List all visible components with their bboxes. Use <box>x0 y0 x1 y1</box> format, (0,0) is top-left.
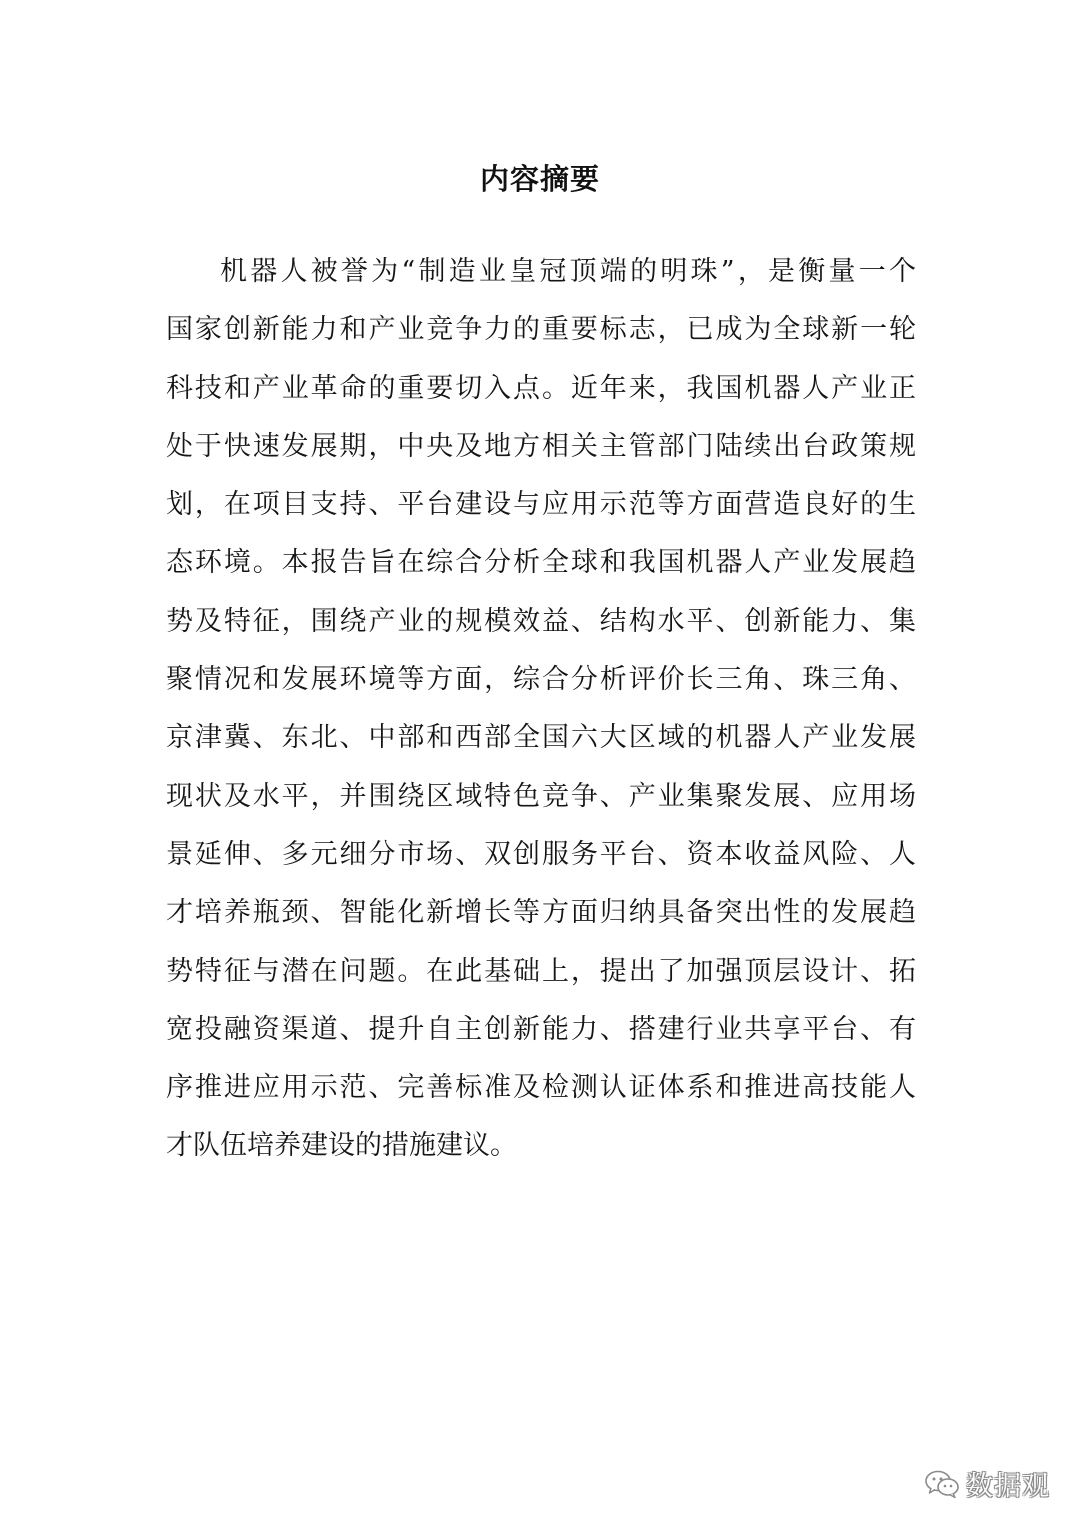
abstract-title: 内容摘要 <box>479 162 600 197</box>
abstract-line: 态环境。本报告旨在综合分析全球和我国机器人产业发展趋 <box>166 547 916 579</box>
watermark-text: 数据观 <box>966 1471 1050 1502</box>
abstract-line: 势及特征，围绕产业的规模效益、结构水平、创新能力、集 <box>166 605 916 637</box>
abstract-line: 才培养瓶颈、智能化新增长等方面归纳具备突出性的发展趋 <box>166 897 916 929</box>
abstract-line: 势特征与潜在问题。在此基础上，提出了加强顶层设计、拓 <box>166 955 916 987</box>
abstract-line: 景延伸、多元细分市场、双创服务平台、资本收益风险、人 <box>166 838 916 870</box>
abstract-line: 聚情况和发展环境等方面，综合分析评价长三角、珠三角、 <box>166 664 916 696</box>
abstract-line: 序推进应用示范、完善标准及检测认证体系和推进高技能人 <box>166 1072 916 1104</box>
abstract-body <box>166 243 916 1176</box>
abstract-line: 才队伍培养建设的措施建议。 <box>166 1130 517 1162</box>
watermark <box>924 1464 1050 1503</box>
abstract-line: 宽投融资渠道、提升自主创新能力、搭建行业共享平台、有 <box>166 1013 916 1045</box>
wechat-icon <box>924 1469 960 1499</box>
abstract-line: 划，在项目支持、平台建设与应用示范等方面营造良好的生 <box>166 489 916 521</box>
abstract-line: 机器人被誉为“制造业皇冠顶端的明珠”，是衡量一个 <box>220 256 916 287</box>
abstract-line: 科技和产业革命的重要切入点。近年来，我国机器人产业正 <box>166 372 916 404</box>
abstract-line: 国家创新能力和产业竞争力的重要标志，已成为全球新一轮 <box>166 314 916 346</box>
abstract-line: 现状及水平，并围绕区域特色竞争、产业集聚发展、应用场 <box>166 780 916 812</box>
abstract-line: 处于快速发展期，中央及地方相关主管部门陆续出台政策规 <box>166 430 916 462</box>
abstract-line: 京津冀、东北、中部和西部全国六大区域的机器人产业发展 <box>166 722 916 754</box>
